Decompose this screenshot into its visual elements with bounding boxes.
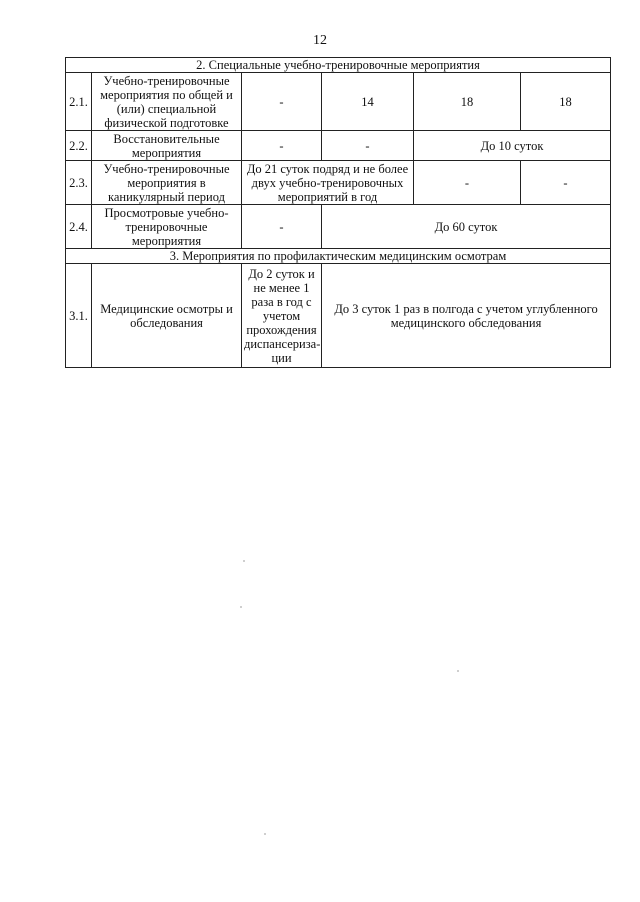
- section-2-title: 2. Специальные учебно-тренировочные мероприятия: [66, 58, 611, 73]
- row-number: 2.1.: [66, 73, 92, 131]
- page-number: 12: [313, 33, 327, 48]
- row-name: Медицинские осмотры и обследования: [92, 264, 242, 368]
- cell-value: -: [242, 73, 322, 131]
- cell-value: 14: [322, 73, 414, 131]
- table-row: [66, 264, 611, 368]
- cell-value: -: [322, 131, 414, 161]
- cell-value: 18: [414, 73, 521, 131]
- row-name: Учебно-тренировочные мероприятия по общей и (или) специальной физической подготовке: [92, 73, 242, 131]
- table-row: [66, 73, 611, 131]
- row-number: 2.2.: [66, 131, 92, 161]
- row-number: 3.1.: [66, 264, 92, 368]
- table-row: [66, 205, 611, 249]
- cell-value: До 3 суток 1 раз в полгода с учетом углубленного медицинского обследования: [322, 264, 611, 368]
- cell-value: -: [521, 161, 611, 205]
- scan-speck: [240, 606, 242, 608]
- table-row: [66, 161, 611, 205]
- section-2-header-row: [66, 58, 611, 73]
- table-row: [66, 131, 611, 161]
- cell-value: До 10 суток: [414, 131, 611, 161]
- row-name: Учебно-тренировочные мероприятия в каникулярный период: [92, 161, 242, 205]
- row-number: 2.4.: [66, 205, 92, 249]
- scan-speck: [264, 833, 266, 835]
- cell-value: -: [242, 205, 322, 249]
- section-3-title: 3. Мероприятия по профилактическим медицинским осмотрам: [66, 249, 611, 264]
- cell-value: До 21 суток подряд и не более двух учебно-тренировочных мероприятий в год: [242, 161, 414, 205]
- cell-value: До 60 суток: [322, 205, 611, 249]
- cell-value: -: [242, 131, 322, 161]
- row-number: 2.3.: [66, 161, 92, 205]
- scan-speck: [457, 670, 459, 672]
- scan-speck: [243, 560, 245, 562]
- row-name: Просмотровые учебно-тренировочные мероприятия: [92, 205, 242, 249]
- cell-value: 18: [521, 73, 611, 131]
- cell-value: До 2 суток и не менее 1 раза в год с учетом прохождения диспансериза-ции: [242, 264, 322, 368]
- cell-value: -: [414, 161, 521, 205]
- row-name: Восстановительные мероприятия: [92, 131, 242, 161]
- section-3-header-row: [66, 249, 611, 264]
- events-table: [65, 57, 611, 368]
